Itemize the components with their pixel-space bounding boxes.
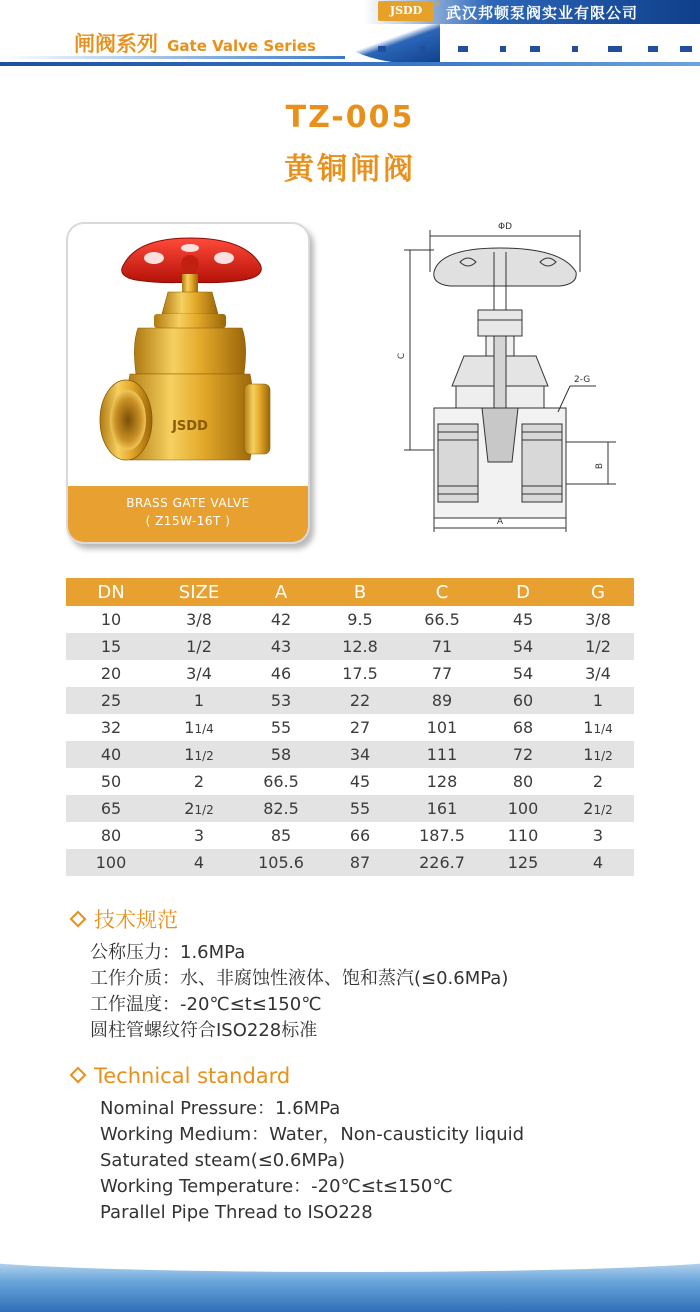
- table-cell-d: 110: [507, 826, 539, 845]
- table-cell-g: [562, 606, 634, 633]
- table-cell-g: [562, 687, 634, 714]
- decor-dot: [608, 46, 622, 52]
- table-cell-c: 77: [431, 664, 453, 683]
- table-cell-b: 66: [349, 826, 371, 845]
- table-row: [66, 795, 634, 822]
- cell-fraction: 1/2: [593, 749, 613, 763]
- table-cell-size: [156, 822, 242, 849]
- dim-label-2g: 2-G: [574, 375, 591, 385]
- table-cell-g: [562, 633, 634, 660]
- table-cell-g: [562, 660, 634, 687]
- table-cell-a: 46: [270, 664, 292, 683]
- cell-whole: 1: [583, 745, 594, 764]
- table-cell-c: 226.7: [400, 849, 484, 876]
- valve-body-mark: JSDD: [172, 419, 208, 434]
- series-title-en: Gate Valve Series: [167, 37, 316, 55]
- decor-dot: [648, 46, 658, 52]
- table-cell-d: 80: [512, 772, 534, 791]
- table-cell-a: 58: [242, 741, 320, 768]
- cell-whole: 1: [592, 691, 604, 710]
- brass-valve-illustration: [68, 224, 310, 490]
- decor-dot: [500, 46, 506, 52]
- table-cell-c: 89: [400, 687, 484, 714]
- tech-spec-cn-line: 工作介质：水、非腐蚀性液体、饱和蒸汽(≤0.6MPa): [90, 968, 509, 989]
- header-divider: [0, 62, 700, 66]
- dim-label-phi-d: ΦD: [497, 222, 513, 232]
- cell-whole: 2: [193, 772, 205, 791]
- footer-wave-band: [0, 1256, 700, 1312]
- table-cell-b: 17.5: [342, 664, 378, 683]
- table-cell-g: [562, 822, 634, 849]
- cell-fraction: 1/2: [194, 803, 214, 817]
- table-cell-size: [156, 660, 242, 687]
- table-cell-c: 111: [400, 741, 484, 768]
- tech-spec-cn-line: 公称压力：1.6MPa: [90, 942, 246, 963]
- table-cell-dn: 50: [100, 772, 122, 791]
- table-cell-d: 100: [484, 795, 562, 822]
- table-cell-g: [562, 795, 634, 822]
- table-cell-a: 55: [270, 718, 292, 737]
- table-cell-d: 45: [512, 610, 534, 629]
- diamond-icon: [70, 1067, 87, 1084]
- table-row: [66, 822, 634, 849]
- table-cell-c: 71: [400, 633, 484, 660]
- table-cell-size: [156, 768, 242, 795]
- table-cell-dn: 15: [66, 633, 156, 660]
- table-cell-c: 161: [400, 795, 484, 822]
- series-title: [74, 28, 316, 58]
- header-swoosh: [330, 24, 440, 64]
- table-cell-b: 22: [320, 687, 400, 714]
- decor-dot: [420, 46, 426, 52]
- registered-mark: ®: [434, 0, 441, 8]
- table-cell-g: [562, 849, 634, 876]
- cell-whole: 3: [592, 826, 604, 845]
- table-cell-d: 125: [484, 849, 562, 876]
- table-row: [66, 849, 634, 876]
- decor-dot: [680, 46, 692, 52]
- table-row: [66, 741, 634, 768]
- table-cell-dn: 100: [66, 849, 156, 876]
- tech-spec-en-list: [100, 1096, 524, 1226]
- decor-dot: [572, 46, 578, 52]
- tech-spec-cn-heading: [72, 904, 178, 934]
- table-cell-g: [562, 741, 634, 768]
- cell-whole: 1: [193, 691, 205, 710]
- table-cell-dn: 32: [100, 718, 122, 737]
- cell-fraction: 1/2: [593, 803, 613, 817]
- table-cell-b: 12.8: [320, 633, 400, 660]
- diamond-icon: [70, 911, 87, 928]
- table-cell-size: [156, 606, 242, 633]
- brand-logo: JSDD: [378, 1, 434, 21]
- table-cell-a: 85: [270, 826, 292, 845]
- product-caption: [68, 486, 308, 542]
- tech-spec-en-line: Nominal Pressure：1.6MPa: [100, 1098, 341, 1119]
- dim-label-a: A: [496, 517, 504, 527]
- table-cell-size: [156, 687, 242, 714]
- cell-whole: 1: [184, 745, 195, 764]
- table-cell-g: [562, 768, 634, 795]
- cell-whole: 1/2: [186, 637, 212, 656]
- table-cell-a: 42: [270, 610, 292, 629]
- table-row: [66, 606, 634, 633]
- table-cell-d: 54: [512, 664, 534, 683]
- table-cell-a: 43: [242, 633, 320, 660]
- cell-fraction: 1/4: [593, 722, 613, 736]
- table-cell-dn: 65: [66, 795, 156, 822]
- cell-fraction: 1/2: [194, 749, 214, 763]
- cell-whole: 2: [583, 799, 594, 818]
- cell-fraction: 1/4: [194, 722, 214, 736]
- table-cell-d: 68: [512, 718, 534, 737]
- decor-dot: [530, 46, 540, 52]
- table-row: [66, 768, 634, 795]
- column-header-g: G: [562, 578, 634, 606]
- tech-spec-cn-title: 技术规范: [94, 908, 178, 932]
- table-cell-size: [156, 633, 242, 660]
- table-row: [66, 687, 634, 714]
- dimension-table: [66, 578, 634, 876]
- table-row: [66, 714, 634, 741]
- tech-spec-cn-line: 圆柱管螺纹符合ISO228标准: [90, 1020, 318, 1041]
- tech-spec-en-line: Working Temperature：-20℃≤t≤150℃: [100, 1176, 453, 1197]
- table-cell-a: 82.5: [242, 795, 320, 822]
- cell-whole: 2: [184, 799, 195, 818]
- table-cell-dn: 10: [100, 610, 122, 629]
- footer-wave: [0, 1242, 700, 1272]
- tech-spec-cn-line: 工作温度：-20℃≤t≤150℃: [90, 994, 322, 1015]
- dim-label-c: C: [397, 352, 407, 360]
- decor-dot: [458, 46, 468, 52]
- tech-spec-cn-list: [90, 940, 508, 1044]
- decor-dot: [378, 46, 386, 52]
- cell-whole: 3/8: [186, 610, 212, 629]
- cell-whole: 1/2: [585, 637, 611, 656]
- table-body: [66, 606, 634, 876]
- header: [0, 0, 700, 72]
- table-cell-dn: 80: [100, 826, 122, 845]
- product-model: TZ-005: [285, 100, 415, 135]
- table-cell-b: 9.5: [347, 610, 373, 629]
- caption-line-2: ( Z15W-16T ): [145, 514, 231, 528]
- table-header-row: [66, 578, 634, 606]
- column-header-d: D: [484, 578, 562, 606]
- table-cell-d: 72: [484, 741, 562, 768]
- table-cell-dn: 20: [100, 664, 122, 683]
- cell-whole: 2: [592, 772, 604, 791]
- cell-whole: 3: [193, 826, 205, 845]
- cell-whole: 3/8: [585, 610, 611, 629]
- table-cell-dn: 25: [66, 687, 156, 714]
- column-header-size: SIZE: [156, 578, 242, 606]
- column-header-a: A: [242, 578, 320, 606]
- cell-whole: 1: [184, 718, 195, 737]
- table-cell-size: [156, 714, 242, 741]
- caption-line-1: BRASS GATE VALVE: [126, 496, 250, 510]
- tech-spec-en-line: Saturated steam(≤0.6MPa): [100, 1150, 346, 1171]
- table-row: [66, 660, 634, 687]
- table-cell-size: [156, 795, 242, 822]
- table-row: [66, 633, 634, 660]
- tech-spec-en-line: Parallel Pipe Thread to ISO228: [100, 1202, 373, 1223]
- table-cell-c: 128: [426, 772, 458, 791]
- header-divider-thin: [0, 56, 345, 59]
- table-cell-g: [562, 714, 634, 741]
- cell-whole: 3/4: [585, 664, 611, 683]
- cell-whole: 3/4: [186, 664, 212, 683]
- table-cell-a: 53: [242, 687, 320, 714]
- tech-spec-en-line: Working Medium：Water，Non-causticity liquid: [100, 1124, 525, 1145]
- table-cell-b: 87: [320, 849, 400, 876]
- cell-whole: 4: [592, 853, 604, 872]
- table-cell-dn: 40: [66, 741, 156, 768]
- product-photo-card: [66, 222, 310, 544]
- tech-spec-en-heading: [72, 1064, 290, 1088]
- table-cell-a: 66.5: [263, 772, 299, 791]
- column-header-b: B: [320, 578, 400, 606]
- table-cell-a: 105.6: [242, 849, 320, 876]
- table-cell-c: 101: [426, 718, 458, 737]
- product-name-cn: 黄铜闸阀: [284, 152, 416, 187]
- cell-whole: 4: [193, 853, 205, 872]
- column-header-dn: DN: [66, 578, 156, 606]
- column-header-c: C: [400, 578, 484, 606]
- dim-label-b: B: [595, 462, 605, 470]
- cell-whole: 1: [583, 718, 594, 737]
- table-cell-size: [156, 849, 242, 876]
- table-cell-b: 55: [320, 795, 400, 822]
- company-name: 武汉邦顿泵阀实业有限公司: [446, 4, 639, 22]
- table-cell-c: 187.5: [419, 826, 465, 845]
- table-cell-size: [156, 741, 242, 768]
- table-cell-b: 27: [349, 718, 371, 737]
- table-cell-b: 34: [320, 741, 400, 768]
- table-cell-c: 66.5: [424, 610, 460, 629]
- table-cell-b: 45: [349, 772, 371, 791]
- table-cell-d: 60: [484, 687, 562, 714]
- series-title-cn: 闸阀系列: [74, 32, 158, 56]
- tech-spec-en-title: Technical standard: [94, 1064, 291, 1088]
- technical-drawing: [390, 212, 620, 542]
- table-cell-d: 54: [484, 633, 562, 660]
